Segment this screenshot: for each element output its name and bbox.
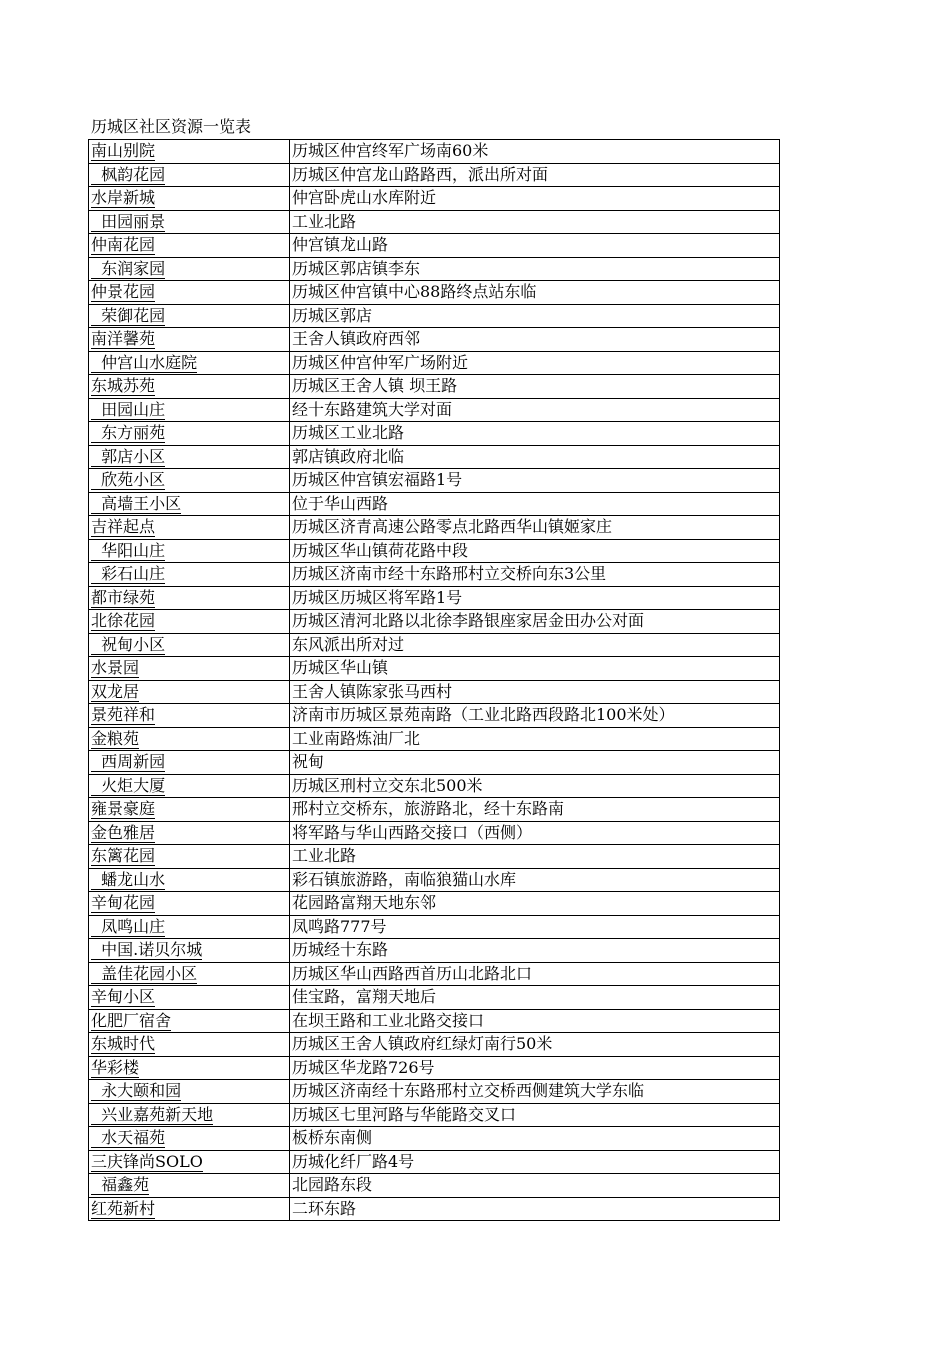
community-address-cell[interactable]: 历城区工业北路: [290, 422, 780, 446]
community-name-link[interactable]: 福鑫苑: [91, 1175, 150, 1195]
community-name-cell[interactable]: [89, 563, 290, 587]
table-row: [89, 915, 780, 939]
community-address-cell[interactable]: 祝甸: [290, 751, 780, 775]
community-name-link[interactable]: 西周新园: [91, 752, 166, 772]
table-row: [89, 375, 780, 399]
community-name-cell[interactable]: [89, 281, 290, 305]
community-address-cell[interactable]: 花园路富翔天地东邻: [290, 892, 780, 916]
table-row: [89, 986, 780, 1010]
community-name-cell[interactable]: [89, 751, 290, 775]
community-name-cell[interactable]: [89, 915, 290, 939]
community-name-cell[interactable]: [89, 821, 290, 845]
table-row: [89, 704, 780, 728]
community-name-link[interactable]: 红苑新村: [91, 1198, 156, 1218]
community-address-cell[interactable]: 北园路东段: [290, 1174, 780, 1198]
table-row: [89, 304, 780, 328]
community-name-link[interactable]: 欣苑小区: [91, 470, 166, 490]
community-name-cell[interactable]: [89, 539, 290, 563]
community-address-cell[interactable]: 经十东路建筑大学对面: [290, 398, 780, 422]
community-name-link[interactable]: 双龙居: [91, 681, 140, 701]
community-name-cell[interactable]: [89, 516, 290, 540]
community-name-link[interactable]: 郭店小区: [91, 446, 166, 466]
table-row: [89, 422, 780, 446]
community-name-cell[interactable]: [89, 234, 290, 258]
community-address-cell[interactable]: 历城区郭店镇李东: [290, 257, 780, 281]
community-name-link[interactable]: 永大颐和园: [91, 1081, 182, 1101]
community-address-cell[interactable]: 历城区刑村立交东北500米: [290, 774, 780, 798]
community-name-link[interactable]: 雍景豪庭: [91, 799, 156, 819]
community-name-cell[interactable]: [89, 1009, 290, 1033]
community-name-link[interactable]: 仲景花园: [91, 282, 156, 302]
community-name-cell[interactable]: [89, 939, 290, 963]
community-name-cell[interactable]: [89, 1197, 290, 1221]
community-name-cell[interactable]: [89, 845, 290, 869]
community-name-cell[interactable]: [89, 962, 290, 986]
community-address-cell[interactable]: 历城区华龙路726号: [290, 1056, 780, 1080]
community-name-link[interactable]: 北徐花园: [91, 611, 156, 631]
community-name-cell[interactable]: [89, 304, 290, 328]
community-address-cell[interactable]: 历城区仲宫镇宏福路1号: [290, 469, 780, 493]
table-row: [89, 492, 780, 516]
table-row: [89, 1033, 780, 1057]
community-address-cell[interactable]: 彩石镇旅游路，南临狼猫山水库: [290, 868, 780, 892]
community-name-link[interactable]: 辛甸花园: [91, 893, 156, 913]
table-row: [89, 821, 780, 845]
table-row: [89, 1103, 780, 1127]
community-name-cell[interactable]: [89, 469, 290, 493]
community-name-link[interactable]: 田园山庄: [91, 399, 166, 419]
table-row: [89, 680, 780, 704]
community-address-cell[interactable]: 历城区仲宫龙山路路西，派出所对面: [290, 163, 780, 187]
community-name-link[interactable]: 水天福苑: [91, 1128, 166, 1148]
community-name-cell[interactable]: [89, 210, 290, 234]
community-name-link[interactable]: 田园丽景: [91, 211, 166, 231]
page-title: 历城区社区资源一览表: [91, 117, 252, 136]
community-name-link[interactable]: 蟠龙山水: [91, 869, 166, 889]
table-row: [89, 845, 780, 869]
table-row: [89, 1080, 780, 1104]
community-name-link[interactable]: 水岸新城: [91, 188, 156, 208]
community-name-link[interactable]: 三庆锋尚SOLO: [91, 1151, 203, 1171]
community-name-cell[interactable]: [89, 586, 290, 610]
community-address-cell[interactable]: 历城区王舍人镇政府红绿灯南行50米: [290, 1033, 780, 1057]
community-name-cell[interactable]: [89, 1174, 290, 1198]
table-row: [89, 140, 780, 164]
community-name-cell[interactable]: [89, 492, 290, 516]
table-row: [89, 727, 780, 751]
table-row: [89, 774, 780, 798]
community-name-cell[interactable]: [89, 798, 290, 822]
table-row: [89, 1009, 780, 1033]
community-name-link[interactable]: 华阳山庄: [91, 540, 166, 560]
community-address-cell[interactable]: 历城区王舍人镇 坝王路: [290, 375, 780, 399]
table-row: [89, 657, 780, 681]
community-name-link[interactable]: 东润家园: [91, 258, 166, 278]
table-row: [89, 798, 780, 822]
table-row: [89, 163, 780, 187]
community-name-cell[interactable]: [89, 398, 290, 422]
community-address-cell[interactable]: 工业北路: [290, 210, 780, 234]
community-address-cell[interactable]: 历城区济南市经十东路邢村立交桥向东3公里: [290, 563, 780, 587]
community-address-cell[interactable]: 工业北路: [290, 845, 780, 869]
community-name-cell[interactable]: [89, 774, 290, 798]
community-address-cell[interactable]: 历城区郭店: [290, 304, 780, 328]
community-address-cell[interactable]: 历城区华山镇荷花路中段: [290, 539, 780, 563]
community-address-cell[interactable]: 板桥东南侧: [290, 1127, 780, 1151]
community-name-link[interactable]: 东篱花园: [91, 846, 156, 866]
table-row: [89, 1197, 780, 1221]
table-row: [89, 516, 780, 540]
community-name-link[interactable]: 化肥厂宿舍: [91, 1010, 172, 1030]
community-name-cell[interactable]: [89, 633, 290, 657]
community-name-link[interactable]: 彩石山庄: [91, 564, 166, 584]
table-row: [89, 939, 780, 963]
community-name-cell[interactable]: [89, 892, 290, 916]
community-name-cell[interactable]: [89, 422, 290, 446]
community-name-cell[interactable]: [89, 704, 290, 728]
community-address-cell[interactable]: 历城区华山西路西首历山北路北口: [290, 962, 780, 986]
table-row: [89, 539, 780, 563]
community-table: [88, 139, 780, 1221]
community-name-cell[interactable]: [89, 680, 290, 704]
community-name-link[interactable]: 仲南花园: [91, 235, 156, 255]
community-name-link[interactable]: 枫韵花园: [91, 164, 166, 184]
community-address-cell[interactable]: 工业南路炼油厂北: [290, 727, 780, 751]
community-address-cell[interactable]: 历城区仲宫仲军广场附近: [290, 351, 780, 375]
community-address-cell[interactable]: 邢村立交桥东，旅游路北，经十东路南: [290, 798, 780, 822]
community-address-cell[interactable]: 王舍人镇陈家张马西村: [290, 680, 780, 704]
community-address-cell[interactable]: 仲宫卧虎山水库附近: [290, 187, 780, 211]
table-row: [89, 257, 780, 281]
table-row: [89, 633, 780, 657]
community-name-cell[interactable]: [89, 727, 290, 751]
community-name-cell[interactable]: [89, 351, 290, 375]
community-address-cell[interactable]: 郭店镇政府北临: [290, 445, 780, 469]
community-address-cell[interactable]: 历城区历城区将军路1号: [290, 586, 780, 610]
community-address-cell[interactable]: 历城区华山镇: [290, 657, 780, 681]
community-address-cell[interactable]: 历城区仲宫镇中心88路终点站东临: [290, 281, 780, 305]
community-address-cell[interactable]: 历城区济南经十东路邢村立交桥西侧建筑大学东临: [290, 1080, 780, 1104]
community-name-link[interactable]: 南山别院: [91, 141, 156, 161]
community-name-link[interactable]: 辛甸小区: [91, 987, 156, 1007]
community-name-cell[interactable]: [89, 1103, 290, 1127]
table-row: [89, 892, 780, 916]
community-name-link[interactable]: 水景园: [91, 658, 140, 678]
community-name-link[interactable]: 火炬大厦: [91, 775, 166, 795]
community-name-cell[interactable]: [89, 868, 290, 892]
community-name-link[interactable]: 华彩楼: [91, 1057, 140, 1077]
community-table-body: [89, 140, 780, 1221]
community-name-link[interactable]: 东方丽苑: [91, 423, 166, 443]
community-address-cell[interactable]: 济南市历城区景苑南路（工业北路西段路北100米处）: [290, 704, 780, 728]
community-name-link[interactable]: 兴业嘉苑新天地: [91, 1104, 214, 1124]
community-name-link[interactable]: 都市绿苑: [91, 587, 156, 607]
community-address-cell[interactable]: 佳宝路，富翔天地后: [290, 986, 780, 1010]
community-address-cell[interactable]: 历城经十东路: [290, 939, 780, 963]
community-name-link[interactable]: 荣御花园: [91, 305, 166, 325]
community-address-cell[interactable]: 凤鸣路777号: [290, 915, 780, 939]
community-name-cell[interactable]: [89, 163, 290, 187]
table-row: [89, 210, 780, 234]
community-address-cell[interactable]: 仲宫镇龙山路: [290, 234, 780, 258]
table-row: [89, 610, 780, 634]
community-name-cell[interactable]: [89, 1033, 290, 1057]
table-row: [89, 1174, 780, 1198]
table-row: [89, 1056, 780, 1080]
community-name-link[interactable]: 盖佳花园小区: [91, 963, 198, 983]
table-row: [89, 469, 780, 493]
community-name-cell[interactable]: [89, 140, 290, 164]
table-row: [89, 868, 780, 892]
community-name-cell[interactable]: [89, 187, 290, 211]
community-name-cell[interactable]: [89, 1080, 290, 1104]
community-name-link[interactable]: 凤鸣山庄: [91, 916, 166, 936]
table-row: [89, 751, 780, 775]
table-row: [89, 563, 780, 587]
table-row: [89, 1127, 780, 1151]
community-name-link[interactable]: 南洋馨苑: [91, 329, 156, 349]
community-name-cell[interactable]: [89, 328, 290, 352]
community-name-cell[interactable]: [89, 610, 290, 634]
community-name-cell[interactable]: [89, 1127, 290, 1151]
community-name-link[interactable]: 金色雅居: [91, 822, 156, 842]
community-name-link[interactable]: 高墙王小区: [91, 493, 182, 513]
table-row: [89, 351, 780, 375]
community-name-cell[interactable]: [89, 257, 290, 281]
table-row: [89, 328, 780, 352]
table-row: [89, 398, 780, 422]
community-name-cell[interactable]: [89, 445, 290, 469]
community-name-link[interactable]: 景苑祥和: [91, 705, 156, 725]
table-row: [89, 1150, 780, 1174]
community-name-link[interactable]: 金粮苑: [91, 728, 140, 748]
community-address-cell[interactable]: 历城区仲宫终军广场南60米: [290, 140, 780, 164]
table-row: [89, 234, 780, 258]
community-name-cell[interactable]: [89, 1056, 290, 1080]
community-address-cell[interactable]: 王舍人镇政府西邻: [290, 328, 780, 352]
table-row: [89, 281, 780, 305]
community-address-cell[interactable]: 历城区清河北路以北徐李路银座家居金田办公对面: [290, 610, 780, 634]
community-name-link[interactable]: 祝甸小区: [91, 634, 166, 654]
table-row: [89, 586, 780, 610]
community-address-cell[interactable]: 在坝王路和工业北路交接口: [290, 1009, 780, 1033]
community-name-cell[interactable]: [89, 1150, 290, 1174]
community-name-cell[interactable]: [89, 657, 290, 681]
community-name-link[interactable]: 东城苏苑: [91, 376, 156, 396]
community-address-cell[interactable]: 位于华山西路: [290, 492, 780, 516]
community-address-cell[interactable]: 历城化纤厂路4号: [290, 1150, 780, 1174]
table-row: [89, 445, 780, 469]
community-name-cell[interactable]: [89, 375, 290, 399]
community-address-cell[interactable]: 东风派出所对过: [290, 633, 780, 657]
community-address-cell[interactable]: 二环东路: [290, 1197, 780, 1221]
community-address-cell[interactable]: 将军路与华山西路交接口（西侧）: [290, 821, 780, 845]
table-row: [89, 962, 780, 986]
community-address-cell[interactable]: 历城区济青高速公路零点北路西华山镇姬家庄: [290, 516, 780, 540]
community-name-cell[interactable]: [89, 986, 290, 1010]
table-row: [89, 187, 780, 211]
community-name-link[interactable]: 仲宫山水庭院: [91, 352, 198, 372]
community-name-link[interactable]: 吉祥起点: [91, 517, 156, 537]
community-name-link[interactable]: 中国.诺贝尔城: [91, 940, 203, 960]
community-address-cell[interactable]: 历城区七里河路与华能路交叉口: [290, 1103, 780, 1127]
community-name-link[interactable]: 东城时代: [91, 1034, 156, 1054]
